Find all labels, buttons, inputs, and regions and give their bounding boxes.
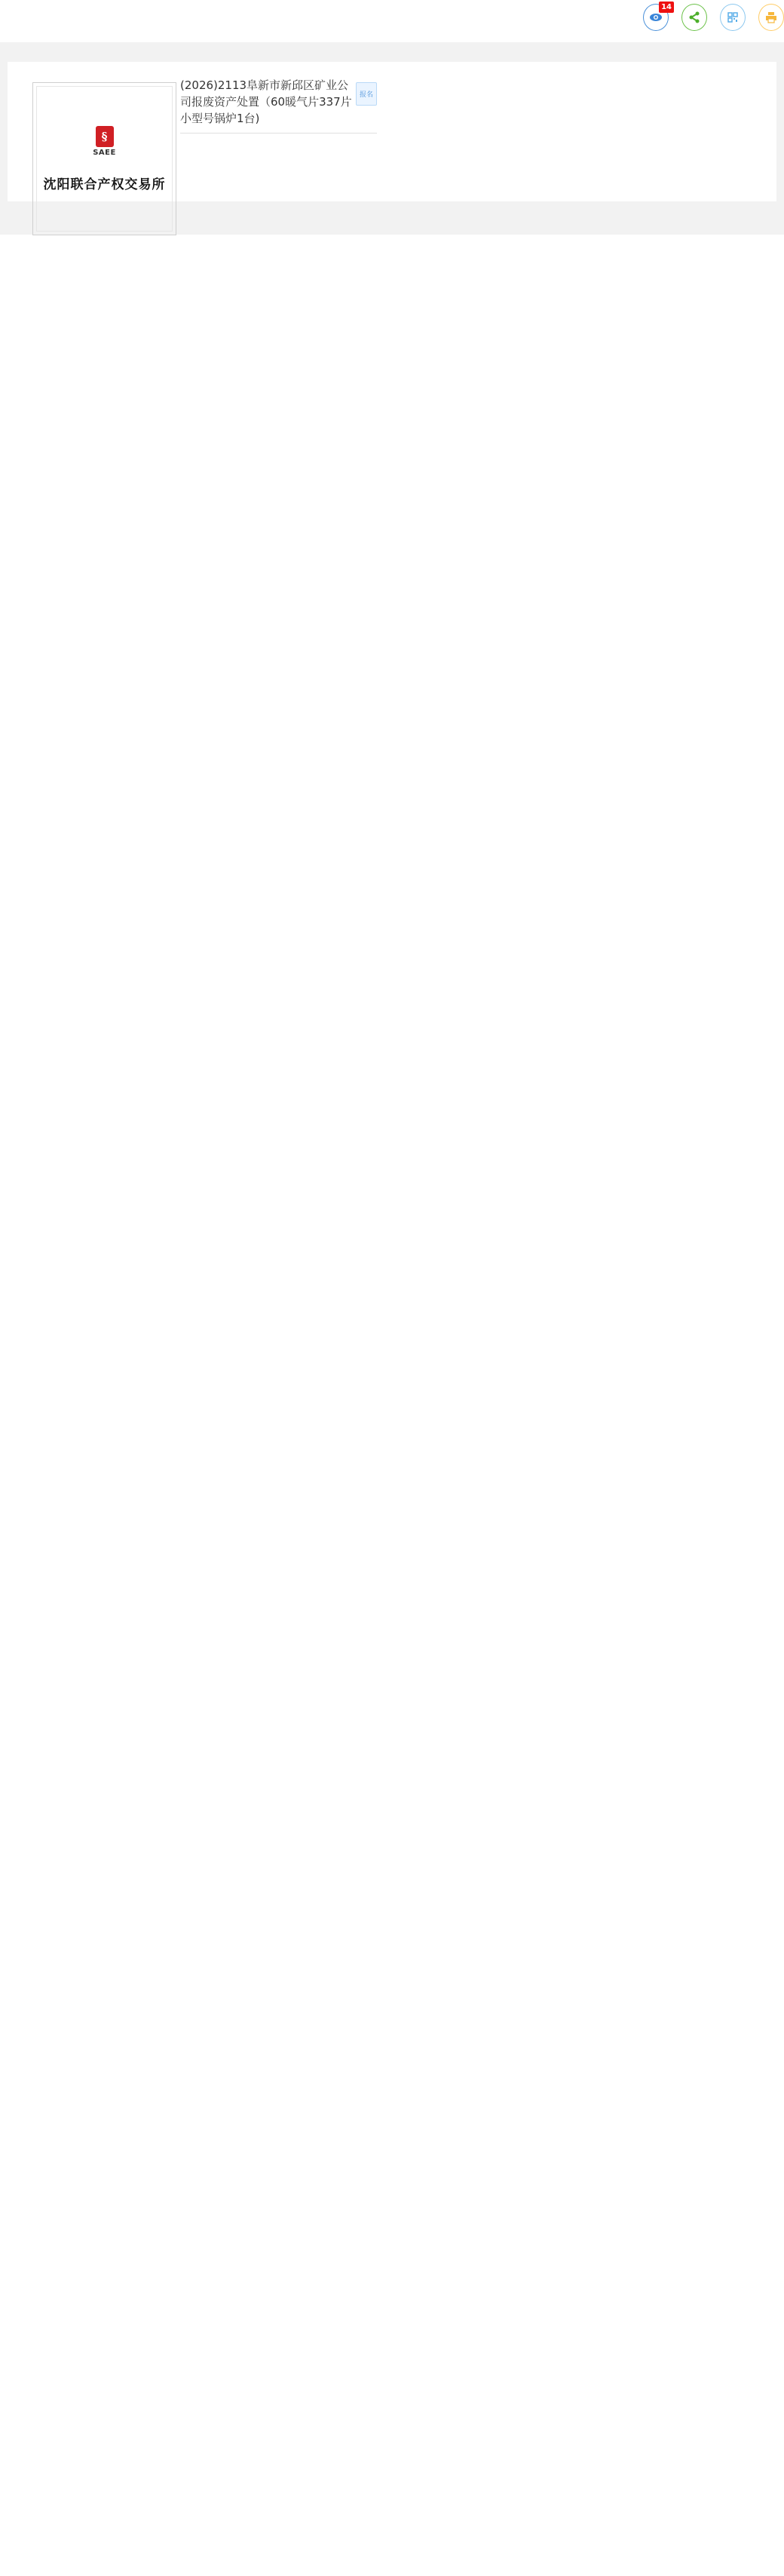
exchange-logo bbox=[32, 82, 176, 235]
print-icon bbox=[765, 11, 777, 23]
signup-button[interactable]: 报名 bbox=[356, 82, 377, 106]
eye-icon bbox=[649, 13, 663, 22]
project-summary bbox=[180, 77, 377, 134]
view-count-button[interactable] bbox=[643, 3, 672, 31]
saee-logo-icon: § bbox=[96, 126, 114, 147]
top-toolbar bbox=[0, 0, 784, 42]
share-button[interactable] bbox=[681, 4, 707, 31]
project-title: (2026)2113阜新市新邱区矿业公司报废资产处置（60暖气片337片小型号锅炉1台) bbox=[180, 77, 377, 134]
qrcode-icon bbox=[727, 12, 738, 23]
share-icon bbox=[688, 11, 700, 23]
logo-name: 沈阳联合产权交易所 bbox=[43, 177, 166, 192]
page-body bbox=[0, 42, 784, 235]
logo-abbr: SAEE bbox=[93, 148, 116, 157]
project-header-card bbox=[8, 62, 776, 201]
print-button[interactable] bbox=[758, 4, 784, 31]
view-count-badge: 14 bbox=[659, 2, 674, 13]
qrcode-button[interactable] bbox=[720, 4, 746, 31]
